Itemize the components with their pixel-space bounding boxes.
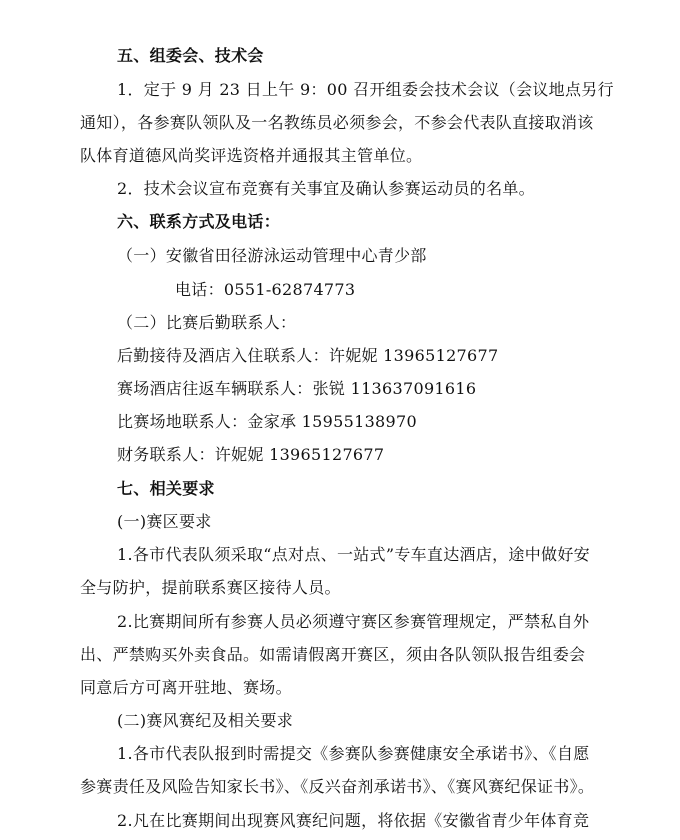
paragraph-line: 参赛责任及风险告知家长书》、《反兴奋剂承诺书》、《赛风赛纪保证书》。	[80, 777, 595, 796]
paragraph-line: 2.比赛期间所有参赛人员必须遵守赛区参赛管理规定，严禁私自外	[117, 612, 590, 631]
paragraph-line: 队体育道德风尚奖评选资格并通报其主管单位。	[80, 146, 423, 165]
paragraph-line: 1.各市代表队报到时需提交《参赛队参赛健康安全承诺书》、《自愿	[117, 744, 590, 763]
subheading: （一）安徽省田径游泳运动管理中心青少部	[117, 246, 427, 265]
paragraph-line: 1.各市代表队须采取“点对点、一站式”专车直达酒店，途中做好安	[117, 545, 590, 564]
paragraph-line: 同意后方可离开驻地、赛场。	[80, 678, 292, 697]
section-heading: 六、联系方式及电话：	[117, 212, 281, 231]
contact-line: 比赛场地联系人：金家承 15955138970	[117, 412, 417, 431]
subheading: (一)赛区要求	[117, 512, 212, 531]
contact-line: 财务联系人：许妮妮 13965127677	[117, 445, 385, 464]
paragraph-line: 1．定于 9 月 23 日上午 9：00 召开组委会技术会议（会议地点另行	[117, 80, 614, 99]
subheading: （二）比赛后勤联系人：	[117, 313, 297, 332]
paragraph-line: 通知），各参赛队领队及一名教练员必须参会，不参会代表队直接取消该	[80, 113, 594, 132]
paragraph-line: 2．技术会议宣布竞赛有关事宜及确认参赛运动员的名单。	[117, 179, 535, 198]
paragraph-line: 2.凡在比赛期间出现赛风赛纪问题，将依据《安徽省青少年体育竞	[117, 811, 590, 830]
contact-line: 赛场酒店往返车辆联系人：张锐 113637091616	[117, 379, 477, 398]
subheading: (二)赛风赛纪及相关要求	[117, 711, 294, 730]
paragraph-line: 出、严禁购买外卖食品。如需请假离开赛区，须由各队领队报告组委会	[80, 645, 586, 664]
paragraph-line: 全与防护，提前联系赛区接待人员。	[80, 578, 341, 597]
section-heading: 七、相关要求	[117, 479, 215, 498]
phone-number: 电话：0551-62874773	[175, 280, 356, 299]
section-heading: 五、组委会、技术会	[117, 46, 264, 65]
contact-line: 后勤接待及酒店入住联系人：许妮妮 13965127677	[117, 346, 499, 365]
